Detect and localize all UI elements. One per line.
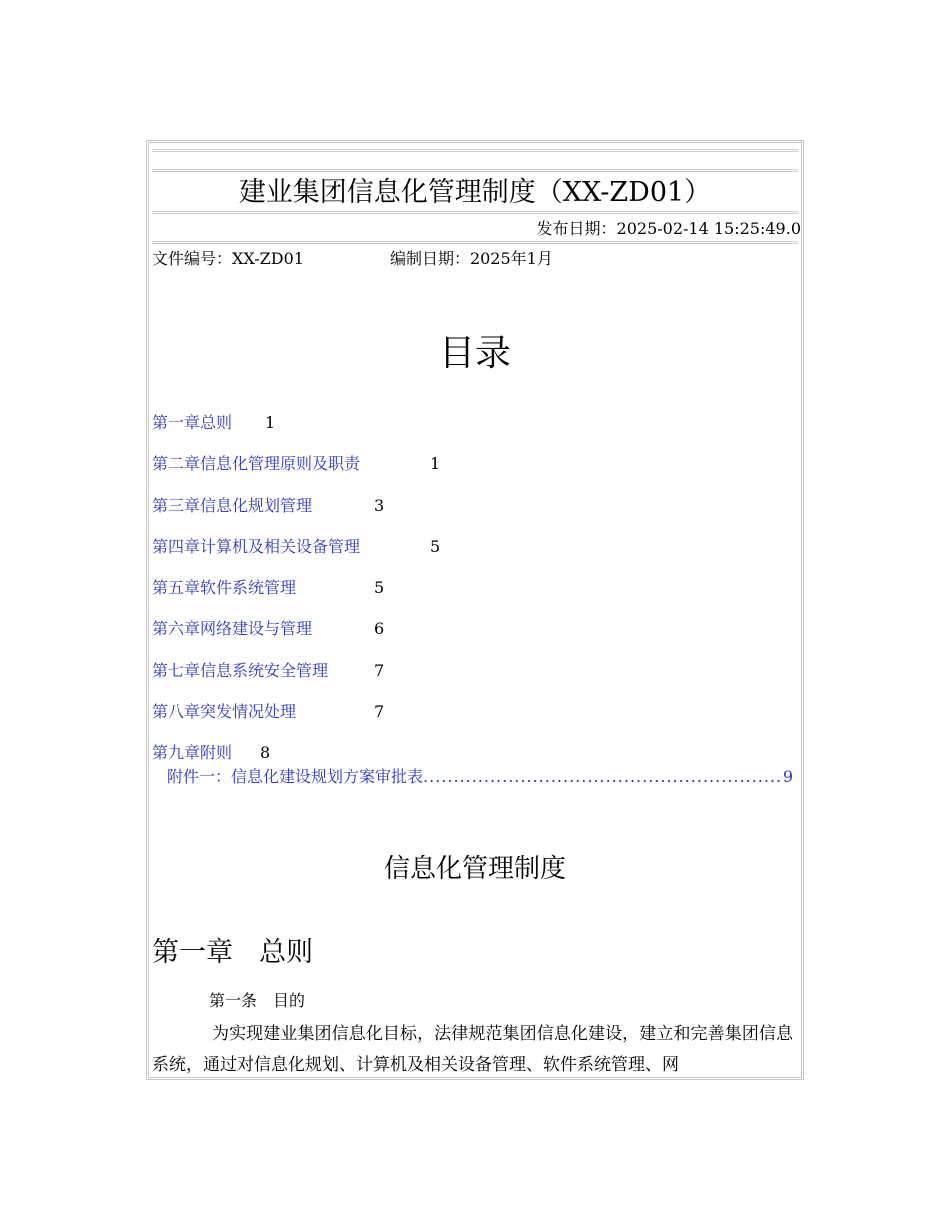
appendix-page: 9 xyxy=(782,767,793,786)
article-name: 目的 xyxy=(273,991,306,1010)
publish-date-label: 发布日期： xyxy=(536,219,617,238)
toc-link[interactable]: 第六章网络建设与管理 xyxy=(152,619,313,639)
section-title: 信息化管理制度 xyxy=(383,854,566,884)
toc-link[interactable]: 第二章信息化管理原则及职责 xyxy=(152,454,361,474)
toc-page: 8 xyxy=(260,743,271,763)
publish-date xyxy=(537,217,801,241)
toc-item[interactable] xyxy=(152,617,440,658)
publish-date-value: 2025-02-14 15:25:49.0 xyxy=(616,219,801,238)
title-top-rule xyxy=(152,169,798,172)
chapter-name: 总则 xyxy=(259,937,313,968)
toc-heading: 目录 xyxy=(438,333,511,374)
toc-item[interactable] xyxy=(152,494,440,535)
toc-page: 5 xyxy=(374,578,385,598)
toc-item[interactable] xyxy=(152,700,440,741)
toc-link[interactable]: 第一章总则 xyxy=(152,413,233,432)
toc-link[interactable]: 第七章信息系统安全管理 xyxy=(152,660,329,680)
document-frame xyxy=(146,140,804,1080)
meta-rule xyxy=(152,241,798,244)
toc-link[interactable]: 第九章附则 xyxy=(152,743,233,763)
article-number: 第一条 xyxy=(209,991,258,1010)
top-rule xyxy=(152,149,798,152)
toc-item[interactable] xyxy=(152,576,440,617)
compile-date: 编制日期：2025年1月 xyxy=(389,249,553,268)
document-meta xyxy=(152,247,553,271)
toc-page: 7 xyxy=(374,702,385,722)
chapter-title xyxy=(152,933,313,973)
title-bottom-rule xyxy=(152,211,798,214)
toc-link[interactable]: 第三章信息化规划管理 xyxy=(152,495,313,515)
article-heading xyxy=(209,989,305,1013)
appendix-link[interactable]: 附件一：信息化建设规划方案审批表 xyxy=(167,767,424,786)
toc-link[interactable]: 第五章软件系统管理 xyxy=(152,578,297,598)
file-number: 文件编号：XX-ZD01 xyxy=(152,249,304,268)
toc-page: 1 xyxy=(265,413,276,432)
toc-item[interactable] xyxy=(152,411,440,452)
toc-link[interactable]: 第四章计算机及相关设备管理 xyxy=(152,536,361,556)
body-paragraph: 为实现建业集团信息化目标，法律规范集团信息化建设，建立和完善集团信息系统，通过对信息化规划、计算机及相关设备管理、软件系统管理、网 xyxy=(152,1024,793,1075)
toc-link[interactable]: 第八章突发情况处理 xyxy=(152,702,297,722)
document-title: 建业集团信息化管理制度（XX-ZD01） xyxy=(238,177,712,208)
dot-leader xyxy=(423,765,783,789)
chapter-number: 第一章 xyxy=(152,937,233,968)
toc-item[interactable] xyxy=(152,452,440,493)
toc-appendix-item[interactable] xyxy=(167,765,793,789)
toc-page: 1 xyxy=(430,454,441,474)
toc-page: 3 xyxy=(374,495,385,515)
toc-page: 5 xyxy=(430,536,441,556)
toc-item[interactable] xyxy=(152,741,440,765)
toc-item[interactable] xyxy=(152,535,440,576)
toc-page: 6 xyxy=(374,619,385,639)
table-of-contents xyxy=(152,411,440,765)
toc-page: 7 xyxy=(374,660,385,680)
toc-item[interactable] xyxy=(152,659,440,700)
